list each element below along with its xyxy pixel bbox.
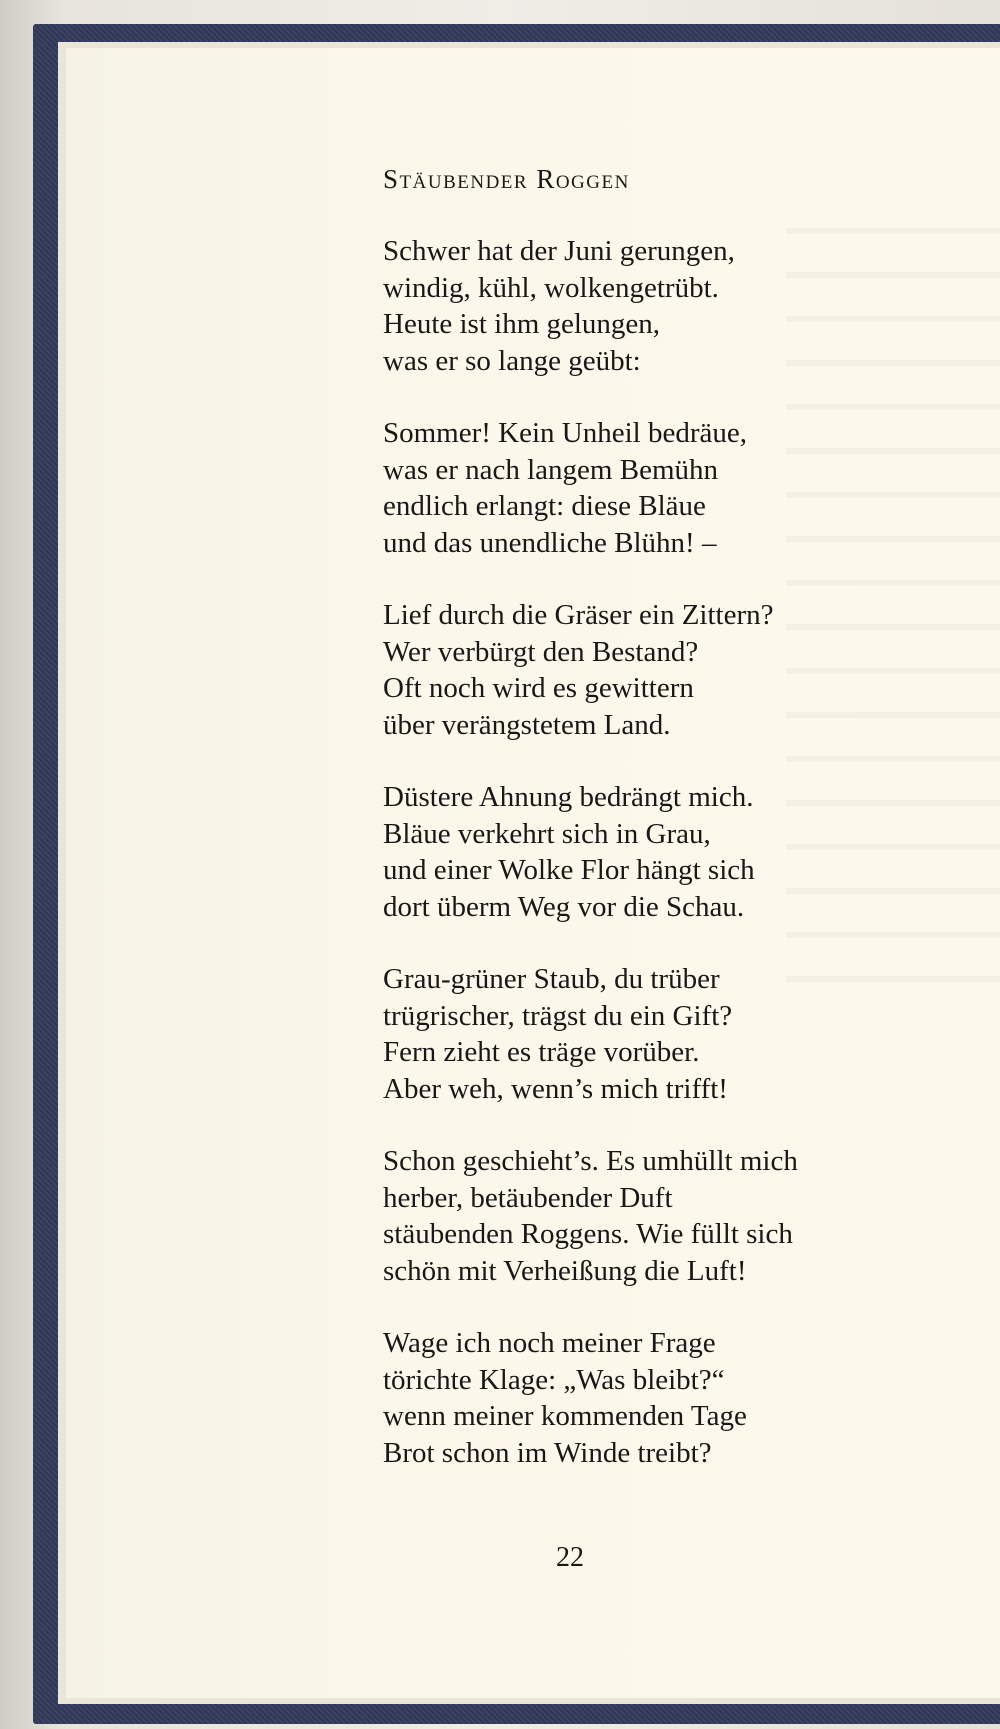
poem-line: und einer Wolke Flor hängt sich: [383, 854, 755, 886]
poem-line: Aber weh, wenn’s mich trifft!: [383, 1072, 728, 1105]
poem-line: Wer verbürgt den Bestand?: [383, 635, 699, 668]
poem-line: und das unendliche Blühn! –: [383, 526, 717, 559]
stanza-4: [383, 779, 943, 925]
poem-line: herber, betäubender Duft: [383, 1181, 673, 1214]
poem-line: Schwer hat der Juni gerungen,: [383, 235, 735, 267]
poem-line: über verängstetem Land.: [383, 708, 671, 741]
poem-line: wenn meiner kommenden Tage: [383, 1400, 747, 1432]
poem-title: Stäubender Roggen: [383, 164, 630, 194]
poem-line: Schon geschieht’s. Es umhüllt mich: [383, 1145, 798, 1177]
poem-line: törichte Klage: „Was bleibt?“: [383, 1363, 725, 1396]
poem-line: Sommer! Kein Unheil bedräue,: [383, 417, 748, 449]
page-number: 22: [556, 1542, 584, 1573]
stanza-1: [383, 233, 943, 379]
poem-line: Oft noch wird es gewittern: [383, 672, 694, 704]
poem-line: Fern zieht es träge vorüber.: [383, 1036, 700, 1068]
poem-line: endlich erlangt: diese Bläue: [383, 490, 706, 522]
stanza-5: [383, 961, 943, 1107]
poem-line: Heute ist ihm gelungen,: [383, 308, 661, 340]
stanza-2: [383, 415, 943, 561]
stanza-7: [383, 1325, 943, 1471]
poem-line: was er so lange geübt:: [383, 344, 641, 377]
poem-line: Düstere Ahnung bedrängt mich.: [383, 781, 754, 813]
poem-line: schön mit Verheißung die Luft!: [383, 1254, 747, 1287]
poem-line: Brot schon im Winde treibt?: [383, 1436, 712, 1469]
poem-line: was er nach langem Bemühn: [383, 453, 719, 486]
stanza-3: [383, 597, 943, 743]
poem-line: Grau-grüner Staub, du trüber: [383, 963, 720, 995]
poem-line: stäubenden Roggens. Wie füllt sich: [383, 1218, 793, 1250]
poem-line: trügrischer, trägst du ein Gift?: [383, 999, 733, 1032]
poem-line: Bläue verkehrt sich in Grau,: [383, 817, 711, 850]
poem-line: windig, kühl, wolkengetrübt.: [383, 271, 719, 304]
poem-line: dort überm Weg vor die Schau.: [383, 890, 745, 923]
stanza-6: [383, 1143, 943, 1289]
poem-line: Lief durch die Gräser ein Zittern?: [383, 599, 774, 631]
poem-line: Wage ich noch meiner Frage: [383, 1327, 716, 1359]
poem: [383, 162, 943, 1507]
